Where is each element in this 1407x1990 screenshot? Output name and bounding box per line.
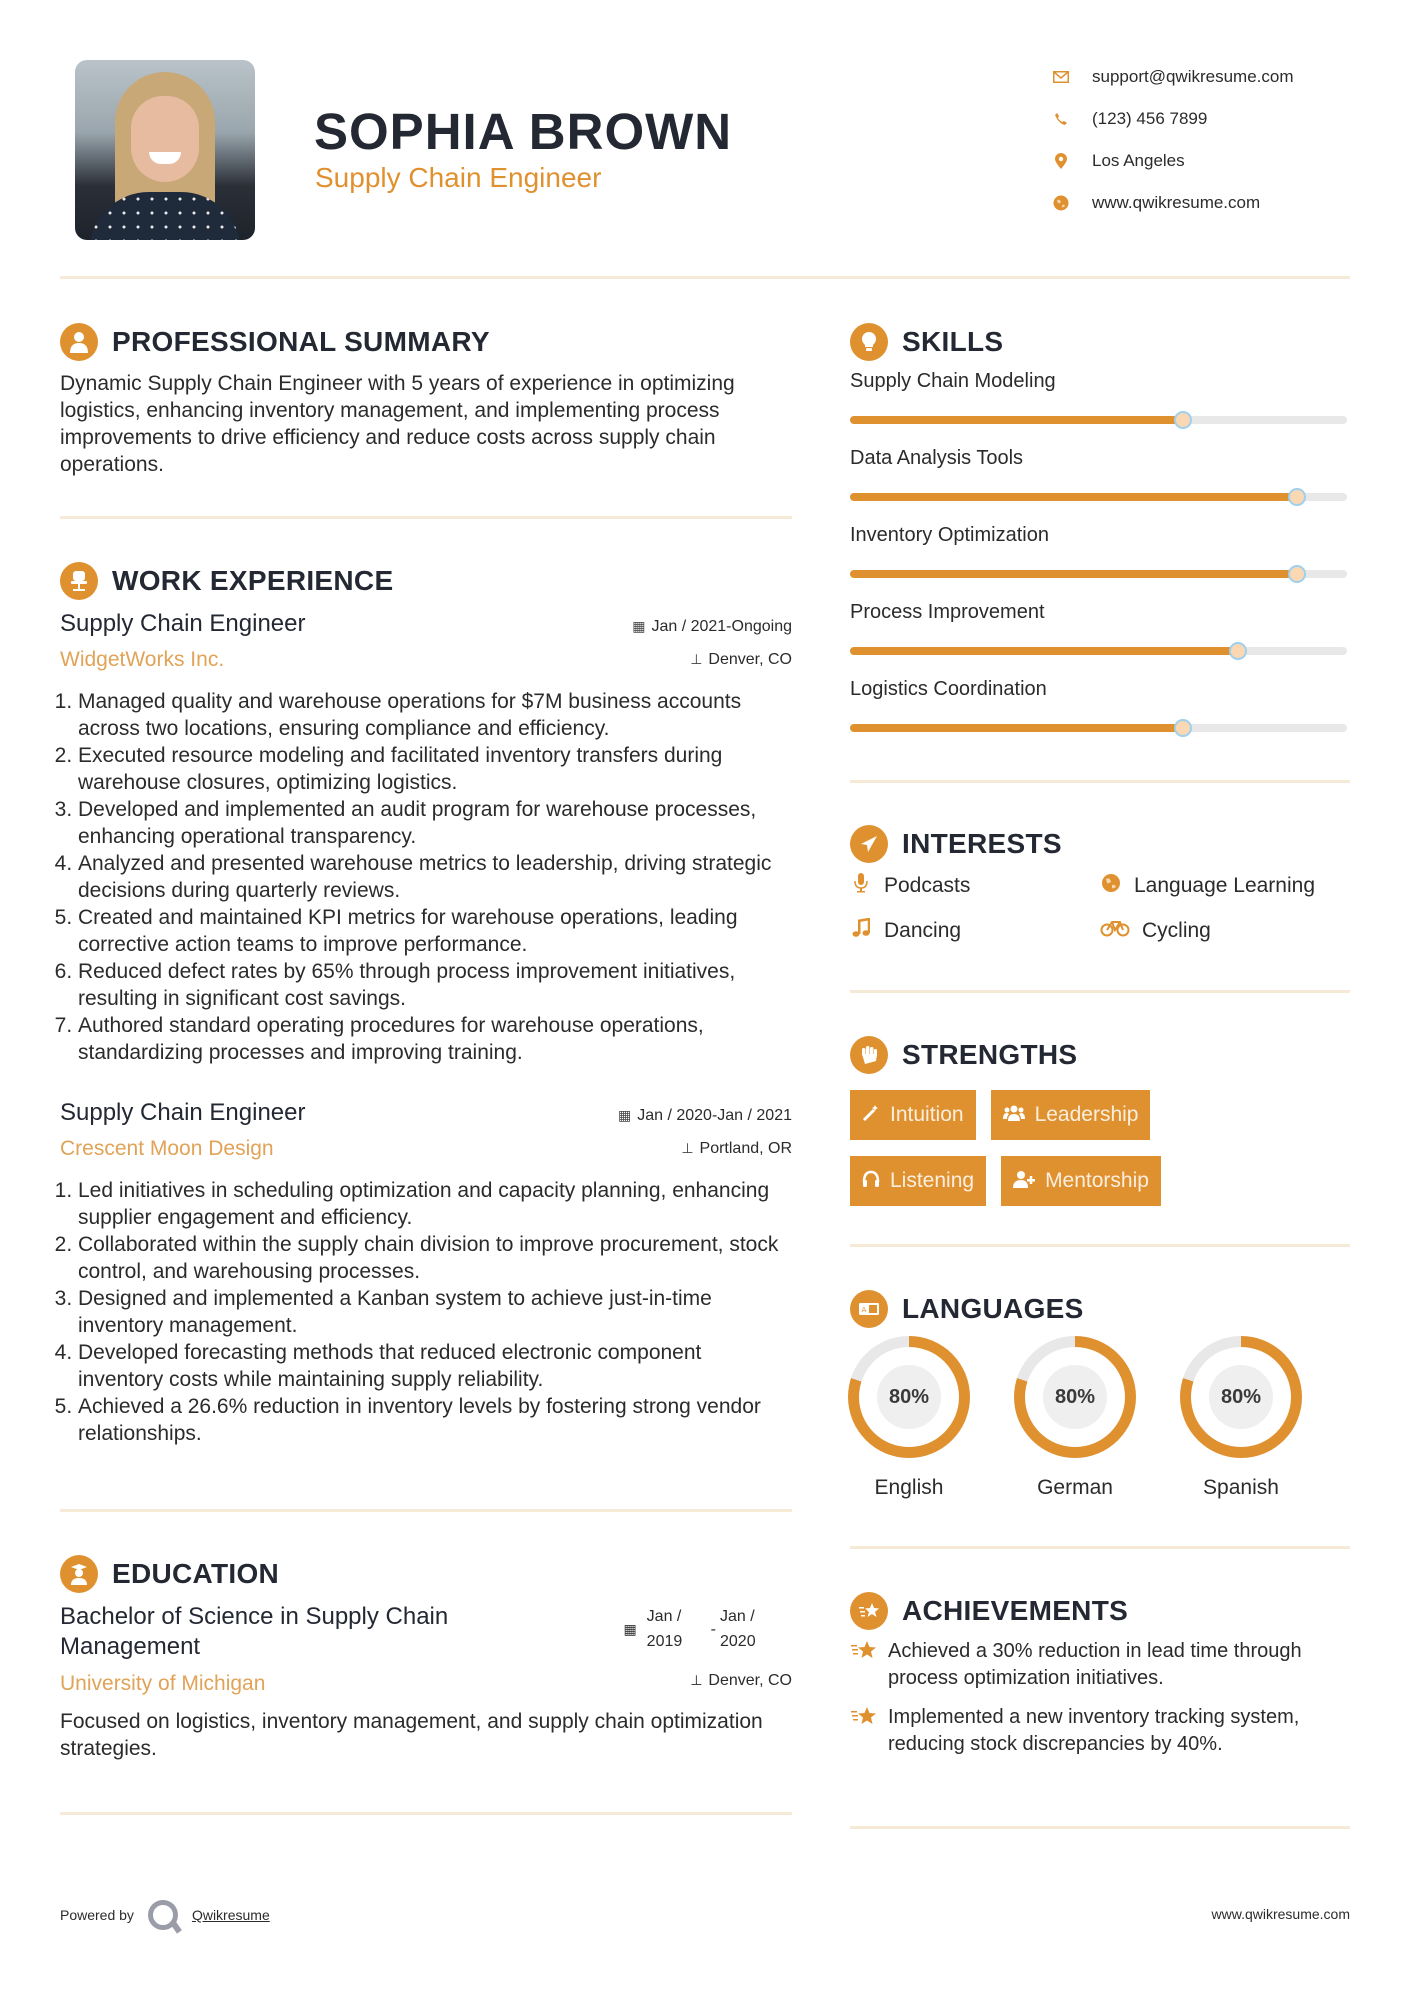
- interest-label: Language Learning: [1134, 873, 1316, 897]
- contact-list: [1052, 56, 1294, 224]
- job-bullets: [60, 1177, 792, 1447]
- phone-icon: [1052, 110, 1070, 128]
- skills-divider: [850, 780, 1350, 783]
- job-title: Supply Chain Engineer: [60, 1099, 306, 1126]
- education-date-separator: -: [710, 1620, 716, 1638]
- skill-bar-fill: [850, 647, 1238, 655]
- summary-heading: [60, 323, 490, 361]
- calendar-icon: ▦: [617, 1107, 632, 1123]
- interest-label: Cycling: [1142, 918, 1211, 942]
- skill-bar-track: [850, 493, 1347, 501]
- language-percent: 80%: [1043, 1365, 1107, 1429]
- strength-tag: [850, 1156, 986, 1206]
- music-note-icon: [850, 918, 872, 944]
- magic-wand-icon: [862, 1104, 880, 1127]
- profile-photo: [75, 60, 255, 240]
- job-bullet: 2. Executed resource modeling and facilitated inventory transfers during warehouse closures, optimizing logistics.: [78, 742, 792, 796]
- education-school: University of Michigan: [60, 1672, 266, 1695]
- experience-title: WORK EXPERIENCE: [112, 565, 394, 596]
- interest-item: [850, 915, 1100, 946]
- lightbulb-icon: [850, 323, 888, 361]
- languages-heading: [850, 1290, 1084, 1328]
- summary-divider: [60, 516, 792, 519]
- skill-bar-knob: [1229, 642, 1247, 660]
- skill-bar-track: [850, 416, 1347, 424]
- strengths-row: [850, 1090, 1350, 1140]
- pushpin-icon: ⊥: [690, 651, 703, 667]
- shooting-star-icon: [850, 1592, 888, 1630]
- achievement-item: [850, 1704, 1350, 1758]
- achievements-title: ACHIEVEMENTS: [902, 1595, 1129, 1626]
- interests-title: INTERESTS: [902, 828, 1062, 859]
- calendar-icon: ▦: [623, 1620, 637, 1637]
- language-percent: 80%: [877, 1365, 941, 1429]
- interests-heading: [850, 825, 1062, 863]
- interest-item: [850, 870, 1100, 901]
- languages-divider: [850, 1546, 1350, 1549]
- language-progress-ring: [1180, 1336, 1302, 1458]
- achievements-list: [850, 1638, 1350, 1770]
- job-bullet: 5. Created and maintained KPI metrics for warehouse operations, leading corrective action teams to improve performance.: [78, 904, 792, 958]
- envelope-icon: [1052, 68, 1070, 86]
- job-dates: Jan / 2020-Jan / 2021: [637, 1106, 792, 1124]
- contact-website-text: www.qwikresume.com: [1092, 193, 1261, 212]
- user-icon: [60, 323, 98, 361]
- language-name: Spanish: [1203, 1476, 1279, 1499]
- strengths-row: [850, 1156, 1350, 1206]
- summary-text: Dynamic Supply Chain Engineer with 5 years of experience in optimizing logistics, enhancing inventory management, and implementing process improvements to drive efficiency and reduce costs across supply chain operations.: [60, 372, 735, 476]
- job-bullet: 4. Analyzed and presented warehouse metrics to leadership, driving strategic decisions during quarterly reviews.: [78, 850, 792, 904]
- skill-bar-fill: [850, 416, 1183, 424]
- education-degree: Bachelor of Science in Supply Chain Management: [60, 1603, 449, 1660]
- powered-by-label: Powered by: [60, 1907, 134, 1923]
- education-divider: [60, 1812, 792, 1815]
- contact-phone-text: (123) 456 7899: [1092, 109, 1208, 128]
- contact-email-text: support@qwikresume.com: [1092, 67, 1294, 86]
- job-bullet: 7. Authored standard operating procedures for warehouse operations, standardizing processes and improving training.: [78, 1012, 792, 1066]
- skill-bar-knob: [1288, 565, 1306, 583]
- candidate-name: SOPHIA BROWN: [314, 103, 733, 160]
- job-title: Supply Chain Engineer: [60, 610, 306, 637]
- svg-text:A: A: [861, 1306, 867, 1314]
- contact-website[interactable]: [1052, 182, 1294, 224]
- interest-label: Podcasts: [884, 873, 971, 897]
- strength-tag: [991, 1090, 1151, 1140]
- footer-powered-by: [60, 1900, 270, 1930]
- strength-label: Mentorship: [1045, 1169, 1149, 1192]
- language-name: German: [1037, 1476, 1113, 1499]
- job-company: WidgetWorks Inc.: [60, 648, 225, 671]
- job-bullet: 4. Developed forecasting methods that reduced electronic component inventory costs while maintaining supply reliability.: [78, 1339, 792, 1393]
- language-item: [848, 1336, 1014, 1500]
- contact-email[interactable]: [1052, 56, 1294, 98]
- fist-icon: [850, 1036, 888, 1074]
- microphone-icon: [850, 873, 872, 899]
- languages-list: [848, 1336, 1346, 1500]
- skill-item: [850, 370, 1350, 447]
- experience-heading: [60, 562, 393, 600]
- language-item: [1180, 1336, 1346, 1500]
- strengths-list: [850, 1090, 1350, 1222]
- strength-label: Intuition: [890, 1103, 964, 1126]
- interest-item: [1100, 915, 1350, 946]
- job-dates: Jan / 2021-Ongoing: [651, 617, 792, 635]
- job-bullet: 3. Designed and implemented a Kanban system to achieve just-in-time inventory management.: [78, 1285, 792, 1339]
- skill-label: Inventory Optimization: [850, 524, 1049, 546]
- job-bullet: 3. Developed and implemented an audit program for warehouse processes, enhancing operational transparency.: [78, 796, 792, 850]
- skill-item: [850, 601, 1350, 678]
- job-entry: [60, 1099, 792, 1447]
- achievements-heading: [850, 1592, 1128, 1630]
- job-location: Denver, CO: [708, 650, 792, 668]
- shooting-star-icon: [850, 1704, 888, 1758]
- job-bullet: 1. Led initiatives in scheduling optimization and capacity planning, enhancing supplier engagement and efficiency.: [78, 1177, 792, 1231]
- language-progress-ring: [1014, 1336, 1136, 1458]
- education-description: Focused on logistics, inventory management, and supply chain optimization strategies.: [60, 1710, 763, 1760]
- skill-label: Logistics Coordination: [850, 678, 1047, 700]
- pushpin-icon: ⊥: [681, 1140, 694, 1156]
- education-title: EDUCATION: [112, 1558, 280, 1589]
- job-meta: [618, 1099, 792, 1165]
- education-dates: [623, 1604, 762, 1654]
- skill-label: Data Analysis Tools: [850, 447, 1024, 469]
- shooting-star-icon: [850, 1638, 888, 1692]
- job-bullet: 5. Achieved a 26.6% reduction in inventory levels by fostering strong vendor relationships.: [78, 1393, 792, 1447]
- language-item: [1014, 1336, 1180, 1500]
- user-plus-icon: [1013, 1170, 1035, 1193]
- education-entry: [60, 1602, 792, 1762]
- strength-label: Leadership: [1034, 1103, 1139, 1126]
- calendar-icon: ▦: [632, 618, 646, 634]
- footer-website[interactable]: www.qwikresume.com: [1211, 1906, 1350, 1922]
- header-divider: [60, 276, 1350, 279]
- job-company: Crescent Moon Design: [60, 1137, 274, 1160]
- language-name: English: [874, 1476, 944, 1499]
- skill-label: Supply Chain Modeling: [850, 370, 1056, 392]
- skill-bar-track: [850, 724, 1347, 732]
- translate-icon: [850, 1290, 888, 1328]
- strength-tag: [850, 1090, 976, 1140]
- skill-item: [850, 524, 1350, 601]
- skill-bar-fill: [850, 493, 1297, 501]
- language-progress-ring: [848, 1336, 970, 1458]
- contact-phone[interactable]: [1052, 98, 1294, 140]
- contact-location-text: Los Angeles: [1092, 151, 1185, 170]
- contact-location: [1052, 140, 1294, 182]
- strength-tag: [1001, 1156, 1161, 1206]
- strengths-divider: [850, 1244, 1350, 1247]
- education-heading: [60, 1555, 279, 1593]
- globe-icon: [1100, 873, 1122, 899]
- skill-bar-fill: [850, 724, 1183, 732]
- job-bullet: 1. Managed quality and warehouse operations for $7M business accounts across two locations, ensuring compliance and efficiency.: [78, 688, 792, 742]
- skill-bar-knob: [1174, 411, 1192, 429]
- education-location: Denver, CO: [708, 1672, 792, 1689]
- skill-label: Process Improvement: [850, 601, 1045, 623]
- interest-item: [1100, 870, 1350, 901]
- skills-heading: [850, 323, 1003, 361]
- job-meta: [632, 610, 792, 676]
- achievements-divider: [850, 1826, 1350, 1829]
- achievement-text: Implemented a new inventory tracking system, reducing stock discrepancies by 40%.: [888, 1706, 1300, 1755]
- bicycle-icon: [1100, 919, 1130, 943]
- strengths-title: STRENGTHS: [902, 1039, 1078, 1070]
- pushpin-icon: ⊥: [690, 1672, 703, 1688]
- qwikresume-logo-icon: [148, 1900, 178, 1930]
- office-chair-icon: [60, 562, 98, 600]
- skill-bar-track: [850, 647, 1347, 655]
- job-bullet: 2. Collaborated within the supply chain division to improve procurement, stock control, and warehousing processes.: [78, 1231, 792, 1285]
- interest-label: Dancing: [884, 918, 962, 942]
- achievement-text: Achieved a 30% reduction in lead time through process optimization initiatives.: [888, 1640, 1302, 1689]
- skill-bar-knob: [1174, 719, 1192, 737]
- language-percent: 80%: [1209, 1365, 1273, 1429]
- skill-bar-knob: [1288, 488, 1306, 506]
- headphones-icon: [862, 1170, 880, 1193]
- strength-label: Listening: [890, 1169, 975, 1192]
- skill-bar-track: [850, 570, 1347, 578]
- skill-bar-fill: [850, 570, 1297, 578]
- languages-title: LANGUAGES: [902, 1293, 1084, 1324]
- interests-list: [850, 870, 1350, 946]
- interests-divider: [850, 990, 1350, 993]
- group-icon: [1003, 1104, 1025, 1127]
- education-location-row: [690, 1672, 792, 1690]
- job-bullets: [60, 688, 792, 1066]
- paper-plane-icon: [850, 825, 888, 863]
- map-pin-icon: [1052, 152, 1070, 170]
- skill-item: [850, 447, 1350, 524]
- skill-item: [850, 678, 1350, 755]
- strengths-heading: [850, 1036, 1077, 1074]
- experience-divider: [60, 1509, 792, 1512]
- skills-title: SKILLS: [902, 326, 1004, 357]
- education-end: Jan / 2020: [720, 1608, 756, 1650]
- job-bullet: 6. Reduced defect rates by 65% through process improvement initiatives, resulting in significant cost savings.: [78, 958, 792, 1012]
- graduate-icon: [60, 1555, 98, 1593]
- skills-list: [850, 370, 1350, 755]
- candidate-title: Supply Chain Engineer: [315, 162, 602, 193]
- qwikresume-link[interactable]: Qwikresume: [191, 1907, 270, 1923]
- globe-icon: [1052, 194, 1070, 212]
- achievement-item: [850, 1638, 1350, 1692]
- education-start: Jan / 2019: [646, 1608, 683, 1650]
- job-location: Portland, OR: [699, 1139, 792, 1157]
- summary-title: PROFESSIONAL SUMMARY: [112, 326, 490, 357]
- job-entry: [60, 610, 792, 1066]
